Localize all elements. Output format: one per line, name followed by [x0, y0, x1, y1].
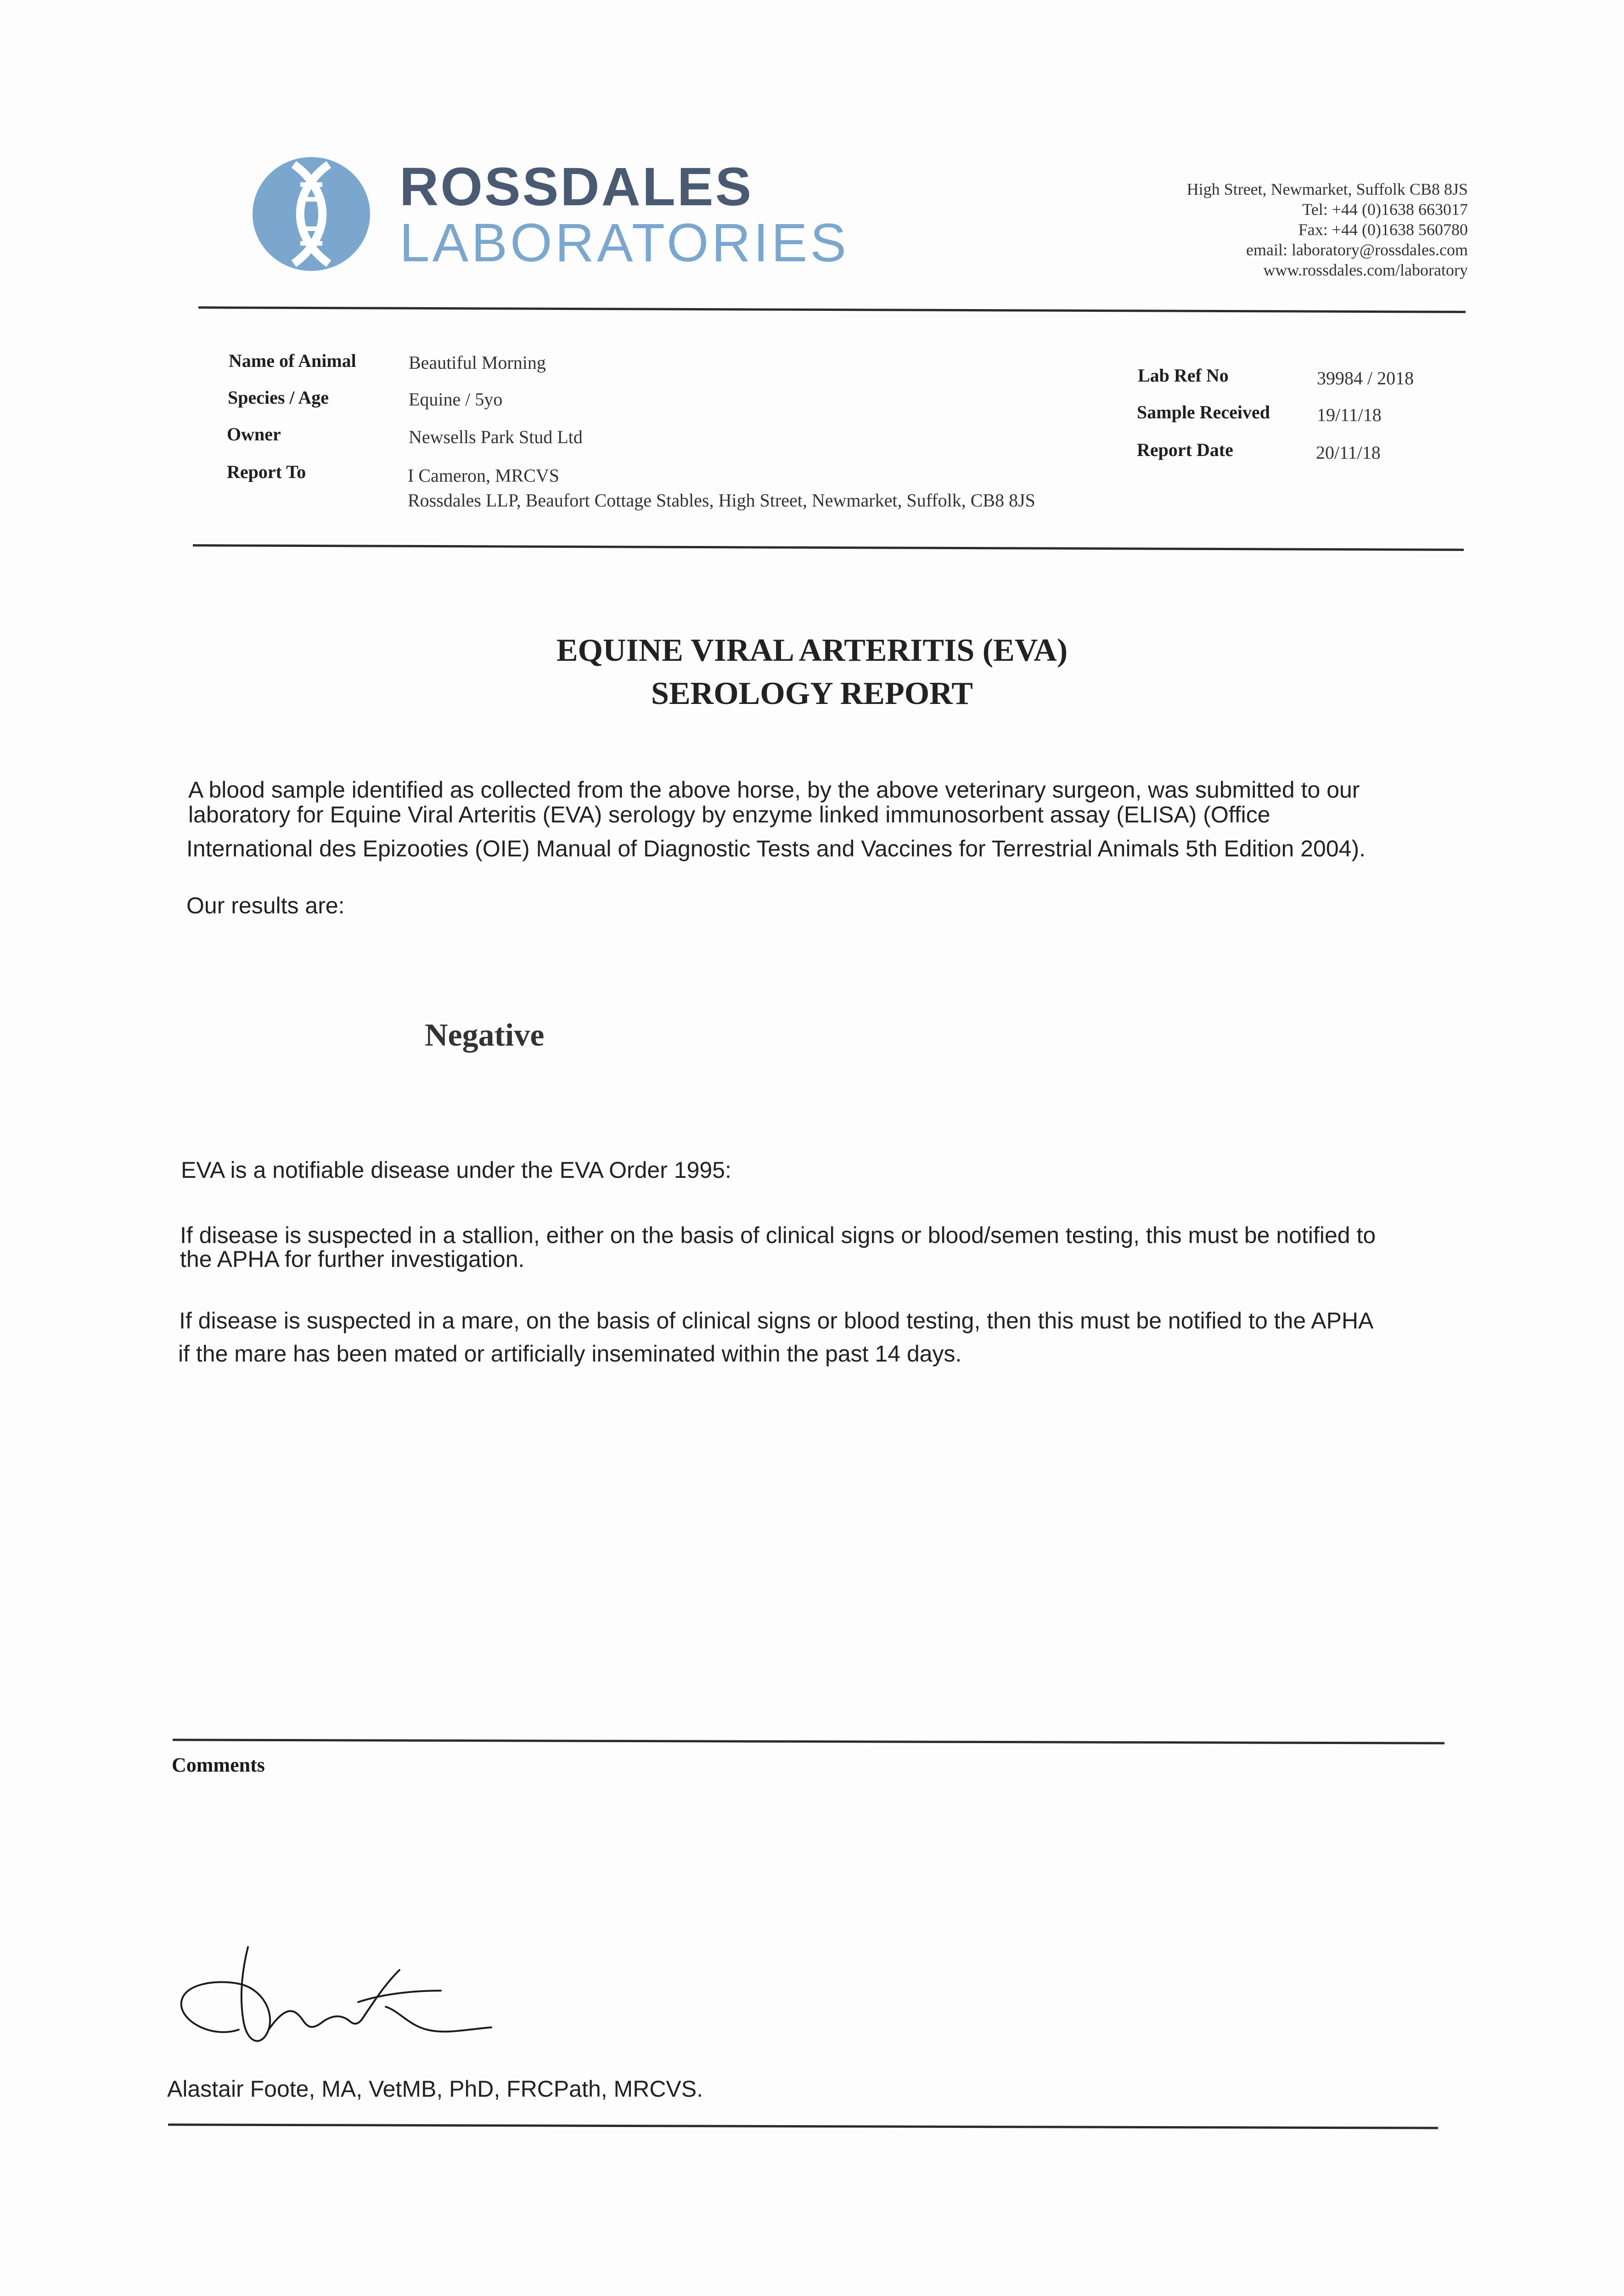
mare-line-1: If disease is suspected in a mare, on the basis of clinical signs or blood testing, then this must be notified to the APHA [179, 1308, 1374, 1334]
owner-label: Owner [227, 424, 281, 445]
species-age-label: Species / Age [228, 387, 329, 408]
lab-address [1187, 179, 1468, 280]
brand-name-line-1: ROSSDALES [399, 157, 753, 217]
address-fax: Fax: +44 (0)1638 560780 [1298, 220, 1468, 239]
footer-divider [168, 2123, 1438, 2129]
report-date-value: 20/11/18 [1316, 442, 1381, 463]
rossdales-logo-icon [252, 155, 371, 273]
address-website: www.rossdales.com/laboratory [1263, 261, 1468, 279]
comments-divider [173, 1739, 1444, 1744]
report-to-address: Rossdales LLP, Beaufort Cottage Stables, High Street, Newmarket, Suffolk, CB8 8JS [408, 490, 1035, 511]
details-divider [193, 544, 1464, 551]
signatory-name: Alastair Foote, MA, VetMB, PhD, FRCPath, MRCVS. [167, 2076, 703, 2102]
stallion-line-1: If disease is suspected in a stallion, either on the basis of clinical signs or blood/semen testing, this must be notified to [180, 1222, 1376, 1248]
species-age-value: Equine / 5yo [409, 389, 503, 410]
address-tel: Tel: +44 (0)1638 663017 [1302, 200, 1468, 219]
brand-name-line-2: LABORATORIES [399, 213, 849, 273]
name-of-animal-label: Name of Animal [229, 350, 356, 371]
intro-line-1: A blood sample identified as collected from the above horse, by the above veterinary surgeon, was submitted to our [188, 777, 1360, 803]
sample-received-label: Sample Received [1137, 402, 1270, 422]
lab-ref-label: Lab Ref No [1138, 365, 1229, 386]
notifiable-statement: EVA is a notifiable disease under the EVA Order 1995: [181, 1157, 731, 1183]
report-title-line-2: SEROLOGY REPORT [651, 676, 973, 711]
result-value: Negative [425, 1018, 545, 1053]
signature-image [170, 1938, 500, 2057]
name-of-animal-value: Beautiful Morning [409, 352, 546, 373]
report-title-line-1: EQUINE VIRAL ARTERITIS (EVA) [556, 633, 1068, 668]
mare-line-2: if the mare has been mated or artificially inseminated within the past 14 days. [178, 1341, 962, 1367]
results-intro: Our results are: [186, 893, 345, 918]
owner-value: Newsells Park Stud Ltd [409, 427, 583, 447]
stallion-line-2: the APHA for further investigation. [180, 1246, 525, 1272]
intro-line-3: International des Epizooties (OIE) Manual of Diagnostic Tests and Vaccines for Terrestrial Animals 5th Edition 2004). [186, 836, 1366, 861]
intro-line-2: laboratory for Equine Viral Arteritis (EVA) serology by enzyme linked immunosorbent assay (ELISA) (Office [188, 802, 1270, 827]
address-street: High Street, Newmarket, Suffolk CB8 8JS [1186, 180, 1468, 198]
comments-label: Comments [172, 1754, 265, 1776]
sample-received-value: 19/11/18 [1317, 405, 1382, 425]
report-date-label: Report Date [1137, 439, 1233, 460]
header-divider [198, 306, 1466, 313]
report-title [0, 629, 1624, 715]
report-to-label: Report To [227, 461, 306, 482]
lab-ref-value: 39984 / 2018 [1317, 368, 1414, 388]
address-email: email: laboratory@rossdales.com [1246, 241, 1468, 259]
report-to-name: I Cameron, MRCVS [408, 465, 559, 486]
